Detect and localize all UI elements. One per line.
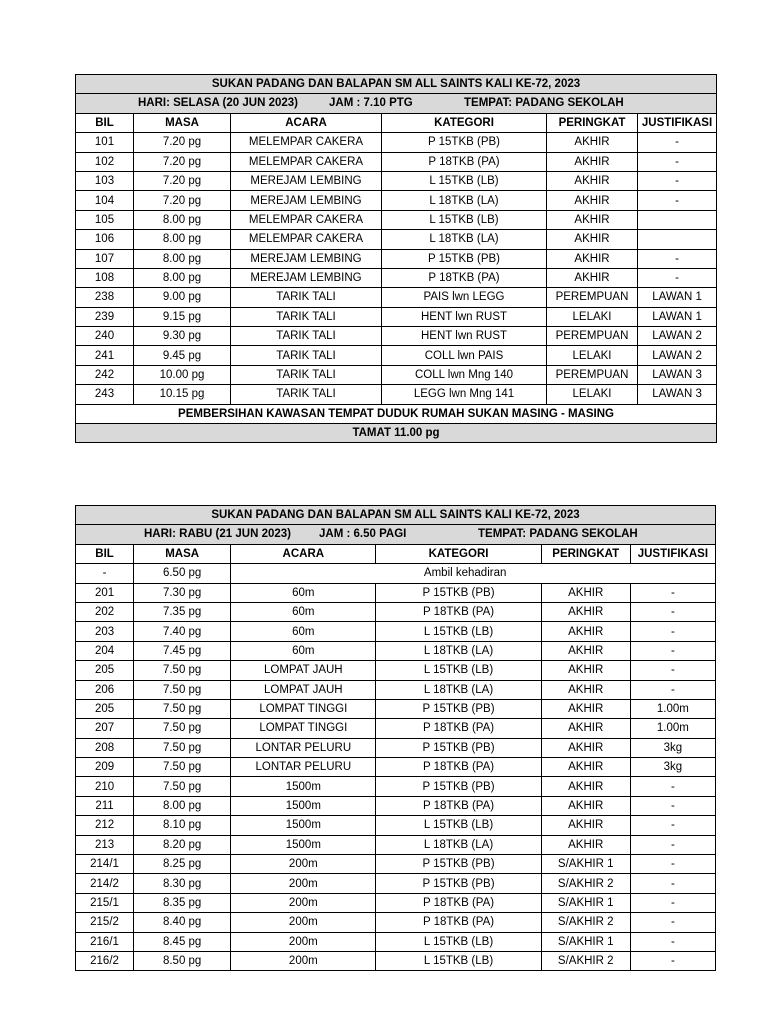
cell-bil: 205 (76, 699, 134, 718)
table-row (76, 583, 716, 602)
cell-acara: MEREJAM LEMBING (231, 171, 382, 190)
table-row (76, 661, 716, 680)
cell-justifikasi: - (630, 602, 715, 621)
cell-masa: 8.35 pg (134, 893, 231, 912)
cell-justifikasi: - (630, 835, 715, 854)
cell-bil: 240 (76, 327, 134, 346)
cell-kategori: L 15TKB (LB) (376, 661, 541, 680)
table-row (76, 288, 717, 307)
cell-justifikasi: LAWAN 3 (638, 365, 717, 384)
cell-kategori: L 15TKB (LB) (382, 171, 547, 190)
cell-justifikasi: - (630, 680, 715, 699)
table-row (76, 758, 716, 777)
table-row (76, 680, 716, 699)
venue-label: TEMPAT: PADANG SEKOLAH (478, 528, 638, 541)
cell-peringkat: S/AKHIR 1 (541, 893, 630, 912)
cell-peringkat: AKHIR (541, 738, 630, 757)
cell-justifikasi: - (638, 191, 717, 210)
cell-justifikasi: LAWAN 1 (638, 307, 717, 326)
cell-masa: 7.50 pg (134, 738, 231, 757)
cell-kategori: P 15TKB (PB) (382, 133, 547, 152)
cell-peringkat: PEREMPUAN (547, 327, 638, 346)
cell-justifikasi: - (630, 951, 715, 970)
table-row (76, 602, 716, 621)
table-row (76, 230, 717, 249)
cell-acara: MELEMPAR CAKERA (231, 210, 382, 229)
cell-acara: 1500m (231, 816, 376, 835)
table-title: SUKAN PADANG DAN BALAPAN SM ALL SAINTS KALI KE-72, 2023 (76, 506, 716, 525)
cell-kategori: COLL lwn PAIS (382, 346, 547, 365)
cell-justifikasi: - (638, 171, 717, 190)
cell-peringkat: LELAKI (547, 385, 638, 404)
cell-peringkat: AKHIR (541, 583, 630, 602)
cell-bil: 207 (76, 719, 134, 738)
cell-masa: 8.10 pg (134, 816, 231, 835)
cell-bil: 215/2 (76, 913, 134, 932)
cell-peringkat: AKHIR (547, 133, 638, 152)
cell-masa: 8.00 pg (134, 268, 231, 287)
cell-kategori: P 18TKB (PA) (376, 602, 541, 621)
schedule-table-selasa (75, 74, 717, 443)
col-header-bil: BIL (76, 113, 134, 132)
attendance-time: 6.50 pg (134, 564, 231, 583)
cell-kategori: P 15TKB (PB) (376, 777, 541, 796)
cell-masa: 7.50 pg (134, 777, 231, 796)
cell-bil: 243 (76, 385, 134, 404)
cell-peringkat: S/AKHIR 2 (541, 874, 630, 893)
cell-peringkat: AKHIR (541, 796, 630, 815)
cell-kategori: PAIS lwn LEGG (382, 288, 547, 307)
cell-peringkat: LELAKI (547, 307, 638, 326)
cell-bil: 102 (76, 152, 134, 171)
cell-bil: 214/2 (76, 874, 134, 893)
cell-bil: 216/1 (76, 932, 134, 951)
time-label: JAM : 7.10 PTG (329, 97, 413, 110)
table-row (76, 951, 716, 970)
cell-masa: 8.00 pg (134, 230, 231, 249)
cell-peringkat: AKHIR (547, 249, 638, 268)
cell-peringkat: AKHIR (547, 171, 638, 190)
cell-masa: 8.30 pg (134, 874, 231, 893)
cell-peringkat: AKHIR (541, 622, 630, 641)
col-header-masa: MASA (134, 113, 231, 132)
cell-kategori: L 15TKB (LB) (376, 932, 541, 951)
table-row (76, 777, 716, 796)
cell-bil: 107 (76, 249, 134, 268)
cell-acara: MEREJAM LEMBING (231, 268, 382, 287)
column-header-row (76, 544, 716, 563)
cell-acara: MELEMPAR CAKERA (231, 133, 382, 152)
col-header-justifikasi: JUSTIFIKASI (638, 113, 717, 132)
cell-justifikasi: - (630, 796, 715, 815)
cell-peringkat: PEREMPUAN (547, 365, 638, 384)
table-row (76, 796, 716, 815)
cell-masa: 8.20 pg (134, 835, 231, 854)
cell-bil: 213 (76, 835, 134, 854)
cell-acara: TARIK TALI (231, 365, 382, 384)
cell-masa: 7.40 pg (134, 622, 231, 641)
col-header-acara: ACARA (231, 544, 376, 563)
table-row (76, 152, 717, 171)
cell-kategori: COLL lwn Mng 140 (382, 365, 547, 384)
attendance-bil: - (76, 564, 134, 583)
col-header-peringkat: PERINGKAT (547, 113, 638, 132)
attendance-note: Ambil kehadiran (376, 564, 716, 583)
table-row (76, 913, 716, 932)
cell-justifikasi: LAWAN 3 (638, 385, 717, 404)
table-row (76, 641, 716, 660)
cell-bil: 202 (76, 602, 134, 621)
cell-bil: 208 (76, 738, 134, 757)
table-row (76, 133, 717, 152)
cell-justifikasi: - (630, 855, 715, 874)
cell-acara: 60m (231, 583, 376, 602)
footer-end-time: TAMAT 11.00 pg (76, 424, 717, 443)
cell-acara: MEREJAM LEMBING (231, 249, 382, 268)
cell-justifikasi: - (630, 913, 715, 932)
cell-bil: 105 (76, 210, 134, 229)
cell-justifikasi: 3kg (630, 758, 715, 777)
cell-acara: 1500m (231, 835, 376, 854)
cell-acara: 200m (231, 951, 376, 970)
cell-peringkat: AKHIR (547, 152, 638, 171)
cell-acara: 200m (231, 874, 376, 893)
cell-masa: 7.45 pg (134, 641, 231, 660)
cell-kategori: L 15TKB (LB) (376, 951, 541, 970)
cell-masa: 8.45 pg (134, 932, 231, 951)
cell-acara: 200m (231, 893, 376, 912)
cell-justifikasi: - (630, 893, 715, 912)
cell-acara: 1500m (231, 777, 376, 796)
col-header-kategori: KATEGORI (376, 544, 541, 563)
cell-justifikasi: - (638, 152, 717, 171)
cell-peringkat: AKHIR (541, 680, 630, 699)
cell-acara: 60m (231, 641, 376, 660)
cell-kategori: L 15TKB (LB) (376, 816, 541, 835)
cell-peringkat: AKHIR (541, 816, 630, 835)
cell-peringkat: PEREMPUAN (547, 288, 638, 307)
cell-bil: 206 (76, 680, 134, 699)
cell-acara: 200m (231, 932, 376, 951)
cell-bil: 215/1 (76, 893, 134, 912)
table-row (76, 816, 716, 835)
cell-masa: 7.50 pg (134, 758, 231, 777)
table-row (76, 835, 716, 854)
col-header-bil: BIL (76, 544, 134, 563)
cell-justifikasi (638, 230, 717, 249)
schedule-info-row (76, 94, 717, 113)
cell-bil: 203 (76, 622, 134, 641)
table-row (76, 249, 717, 268)
cell-bil: 211 (76, 796, 134, 815)
table-row (76, 210, 717, 229)
column-header-row (76, 113, 717, 132)
cell-peringkat: AKHIR (541, 602, 630, 621)
cell-justifikasi: - (630, 932, 715, 951)
venue-label: TEMPAT: PADANG SEKOLAH (464, 97, 624, 110)
cell-masa: 9.30 pg (134, 327, 231, 346)
cell-peringkat: S/AKHIR 2 (541, 913, 630, 932)
cell-masa: 7.50 pg (134, 719, 231, 738)
cell-kategori: P 18TKB (PA) (376, 758, 541, 777)
cell-kategori: L 18TKB (LA) (376, 641, 541, 660)
cell-acara: 1500m (231, 796, 376, 815)
cell-masa: 9.45 pg (134, 346, 231, 365)
day-label: HARI: SELASA (20 JUN 2023) (138, 97, 298, 110)
cell-acara: MELEMPAR CAKERA (231, 230, 382, 249)
cell-masa: 7.20 pg (134, 171, 231, 190)
cell-acara: LOMPAT TINGGI (231, 719, 376, 738)
table-row (76, 327, 717, 346)
col-header-peringkat: PERINGKAT (541, 544, 630, 563)
cell-masa: 10.15 pg (134, 385, 231, 404)
table-row (76, 307, 717, 326)
cell-acara: 60m (231, 602, 376, 621)
table-row (76, 365, 717, 384)
table-row (76, 385, 717, 404)
cell-masa: 10.00 pg (134, 365, 231, 384)
cell-kategori: P 15TKB (PB) (382, 249, 547, 268)
cell-masa: 7.50 pg (134, 661, 231, 680)
cell-kategori: L 15TKB (LB) (382, 210, 547, 229)
cell-justifikasi: - (630, 583, 715, 602)
cell-peringkat: AKHIR (541, 699, 630, 718)
cell-peringkat: AKHIR (541, 777, 630, 796)
table-row (76, 738, 716, 757)
cell-bil: 212 (76, 816, 134, 835)
col-header-justifikasi: JUSTIFIKASI (630, 544, 715, 563)
cell-kategori: P 15TKB (PB) (376, 874, 541, 893)
time-label: JAM : 6.50 PAGI (319, 528, 407, 541)
cell-peringkat: S/AKHIR 2 (541, 951, 630, 970)
cell-peringkat: AKHIR (547, 210, 638, 229)
cell-peringkat: AKHIR (541, 719, 630, 738)
table-row (76, 699, 716, 718)
cell-bil: 210 (76, 777, 134, 796)
footer-note: PEMBERSIHAN KAWASAN TEMPAT DUDUK RUMAH SUKAN MASING - MASING (76, 404, 717, 423)
schedule-info-row (76, 525, 716, 544)
cell-masa: 7.20 pg (134, 191, 231, 210)
cell-peringkat: LELAKI (547, 346, 638, 365)
cell-kategori: L 15TKB (LB) (376, 622, 541, 641)
cell-acara: TARIK TALI (231, 288, 382, 307)
cell-bil: 108 (76, 268, 134, 287)
attendance-row (76, 564, 716, 583)
cell-masa: 7.30 pg (134, 583, 231, 602)
cell-acara: 60m (231, 622, 376, 641)
cell-masa: 8.00 pg (134, 210, 231, 229)
cell-masa: 8.50 pg (134, 951, 231, 970)
cell-bil: 216/2 (76, 951, 134, 970)
cell-justifikasi: - (630, 874, 715, 893)
cell-acara: TARIK TALI (231, 346, 382, 365)
cell-acara: 200m (231, 855, 376, 874)
cell-justifikasi: 1.00m (630, 699, 715, 718)
cell-masa: 7.50 pg (134, 699, 231, 718)
cell-kategori: P 15TKB (PB) (376, 583, 541, 602)
cell-kategori: P 18TKB (PA) (376, 719, 541, 738)
cell-masa: 7.50 pg (134, 680, 231, 699)
cell-peringkat: S/AKHIR 1 (541, 932, 630, 951)
cell-bil: 242 (76, 365, 134, 384)
cell-kategori: LEGG lwn Mng 141 (382, 385, 547, 404)
cell-peringkat: AKHIR (541, 641, 630, 660)
table-row (76, 268, 717, 287)
cell-kategori: P 15TKB (PB) (376, 699, 541, 718)
cell-bil: 209 (76, 758, 134, 777)
table-row (76, 171, 717, 190)
cell-masa: 8.00 pg (134, 796, 231, 815)
table-row (76, 932, 716, 951)
cell-kategori: P 18TKB (PA) (376, 893, 541, 912)
cell-masa: 9.00 pg (134, 288, 231, 307)
cell-justifikasi: - (630, 641, 715, 660)
table-row (76, 855, 716, 874)
col-header-acara: ACARA (231, 113, 382, 132)
cell-kategori: HENT lwn RUST (382, 327, 547, 346)
cell-bil: 239 (76, 307, 134, 326)
cell-justifikasi: 3kg (630, 738, 715, 757)
cell-kategori: P 15TKB (PB) (376, 855, 541, 874)
cell-acara: MEREJAM LEMBING (231, 191, 382, 210)
cell-peringkat: AKHIR (547, 268, 638, 287)
cell-masa: 8.40 pg (134, 913, 231, 932)
table-row (76, 622, 716, 641)
cell-justifikasi: LAWAN 2 (638, 346, 717, 365)
cell-masa: 7.20 pg (134, 133, 231, 152)
cell-kategori: L 18TKB (LA) (376, 835, 541, 854)
cell-bil: 238 (76, 288, 134, 307)
cell-kategori: P 18TKB (PA) (376, 913, 541, 932)
cell-acara: LONTAR PELURU (231, 758, 376, 777)
cell-kategori: P 15TKB (PB) (376, 738, 541, 757)
cell-peringkat: AKHIR (541, 758, 630, 777)
cell-bil: 205 (76, 661, 134, 680)
cell-peringkat: AKHIR (541, 661, 630, 680)
cell-justifikasi: - (630, 777, 715, 796)
table-row (76, 191, 717, 210)
cell-kategori: L 18TKB (LA) (376, 680, 541, 699)
cell-acara: MELEMPAR CAKERA (231, 152, 382, 171)
col-header-masa: MASA (134, 544, 231, 563)
cell-kategori: P 18TKB (PA) (382, 268, 547, 287)
cell-kategori: L 18TKB (LA) (382, 191, 547, 210)
cell-justifikasi: - (638, 268, 717, 287)
cell-masa: 7.35 pg (134, 602, 231, 621)
cell-acara: TARIK TALI (231, 385, 382, 404)
cell-acara: LOMPAT JAUH (231, 680, 376, 699)
cell-bil: 214/1 (76, 855, 134, 874)
cell-acara: TARIK TALI (231, 307, 382, 326)
cell-justifikasi: - (630, 661, 715, 680)
cell-bil: 204 (76, 641, 134, 660)
cell-justifikasi: - (630, 622, 715, 641)
cell-kategori: HENT lwn RUST (382, 307, 547, 326)
table-row (76, 874, 716, 893)
cell-bil: 103 (76, 171, 134, 190)
cell-masa: 7.20 pg (134, 152, 231, 171)
cell-bil: 101 (76, 133, 134, 152)
cell-peringkat: S/AKHIR 1 (541, 855, 630, 874)
table-title: SUKAN PADANG DAN BALAPAN SM ALL SAINTS KALI KE-72, 2023 (76, 75, 717, 94)
cell-justifikasi: - (638, 249, 717, 268)
cell-acara: LOMPAT JAUH (231, 661, 376, 680)
cell-acara: TARIK TALI (231, 327, 382, 346)
cell-bil: 241 (76, 346, 134, 365)
cell-justifikasi: LAWAN 2 (638, 327, 717, 346)
cell-bil: 106 (76, 230, 134, 249)
cell-justifikasi: 1.00m (630, 719, 715, 738)
cell-justifikasi (638, 210, 717, 229)
cell-kategori: L 18TKB (LA) (382, 230, 547, 249)
cell-bil: 104 (76, 191, 134, 210)
cell-kategori: P 18TKB (PA) (376, 796, 541, 815)
cell-justifikasi: LAWAN 1 (638, 288, 717, 307)
attendance-empty-cell (231, 564, 376, 583)
cell-acara: LONTAR PELURU (231, 738, 376, 757)
cell-masa: 8.25 pg (134, 855, 231, 874)
cell-masa: 9.15 pg (134, 307, 231, 326)
cell-peringkat: AKHIR (547, 191, 638, 210)
col-header-kategori: KATEGORI (382, 113, 547, 132)
cell-justifikasi: - (630, 816, 715, 835)
cell-bil: 201 (76, 583, 134, 602)
cell-acara: 200m (231, 913, 376, 932)
cell-masa: 8.00 pg (134, 249, 231, 268)
cell-peringkat: AKHIR (547, 230, 638, 249)
table-row (76, 893, 716, 912)
cell-peringkat: AKHIR (541, 835, 630, 854)
cell-acara: LOMPAT TINGGI (231, 699, 376, 718)
table-row (76, 346, 717, 365)
day-label: HARI: RABU (21 JUN 2023) (144, 528, 291, 541)
table-row (76, 719, 716, 738)
schedule-table-rabu (75, 505, 716, 971)
cell-justifikasi: - (638, 133, 717, 152)
cell-kategori: P 18TKB (PA) (382, 152, 547, 171)
